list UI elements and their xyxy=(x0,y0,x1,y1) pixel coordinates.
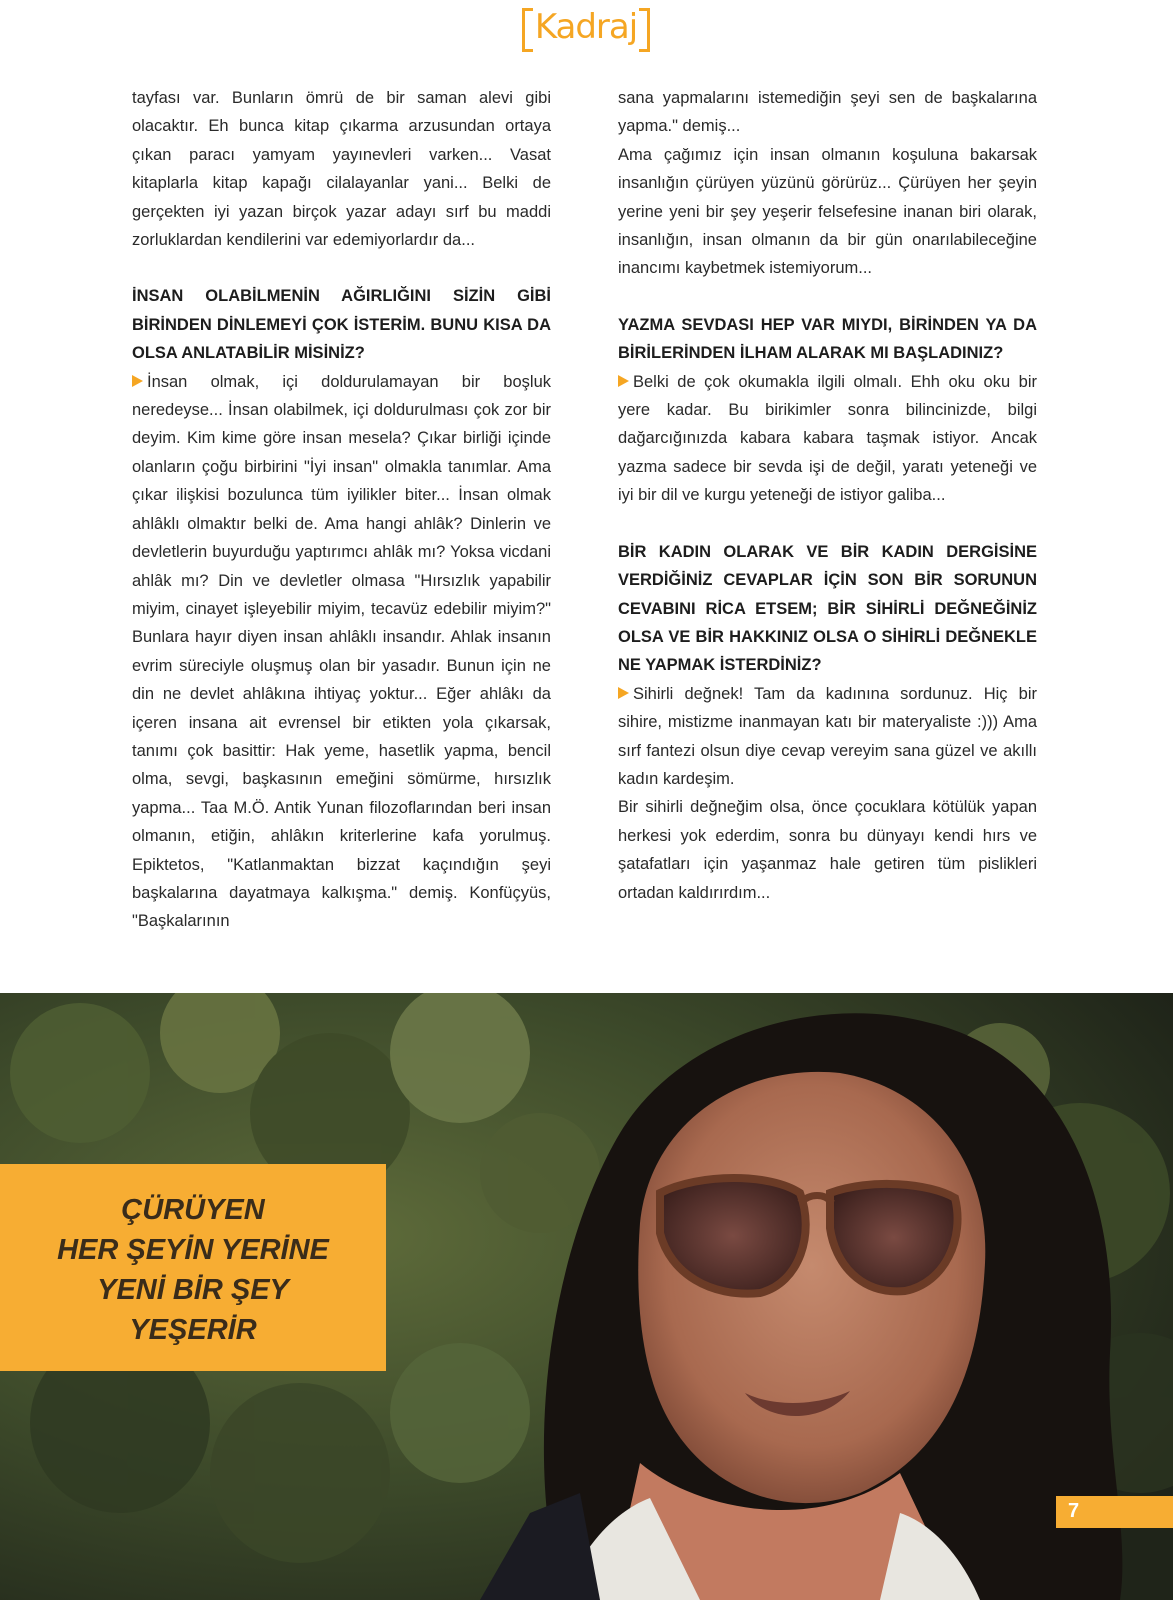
triangle-right-icon xyxy=(132,375,143,387)
answer-text: Sihirli değnek! Tam da kadınına sordunuz. Hiç bir sihire, mistizme inanmayan katı bir materyaliste :))) Ama sırf fantezi olsun diye cevap vereyim sana güzel ve akıllı kadın kardeşim. xyxy=(618,684,1037,788)
question-heading: YAZMA SEVDASI HEP VAR MIYDI, BİRİNDEN YA DA BİRİLERİNDEN İLHAM ALARAK MI BAŞLADINIZ? xyxy=(618,315,1037,363)
pull-quote xyxy=(0,1190,386,1350)
pull-quote-box xyxy=(0,1164,386,1371)
paragraph: Ama çağımız için insan olmanın koşuluna bakarsak insanlığın çürüyen yüzünü görürüz... Çürüyen her şeyin yerine yeni bir şey yeşerir felsefesine inanan biri olarak, insanlığın, insan olmanın da bir gün onarılabileceğine inancımı kaybetmek istemiyorum... xyxy=(618,145,1037,278)
logo-bracket-right xyxy=(639,8,650,52)
paragraph: Bir sihirli değneğim olsa, önce çocuklara kötülük yapan herkesi yok ederdim, sonra bu dünyayı kendi hırs ve şatafatları için yaşanmaz hale getiren tüm pislikleri ortadan kaldırırdım... xyxy=(618,798,1037,902)
question-heading: İNSAN OLABİLMENİN AĞIRLIĞINI SİZİN GİBİ BİRİNDEN DİNLEMEYİ ÇOK İSTERİM. BUNU KISA DA OLSA ANLATABİLİR MİSİNİZ? xyxy=(132,287,551,363)
pull-quote-line: ÇÜRÜYEN xyxy=(121,1194,265,1226)
answer-paragraph xyxy=(618,680,1037,794)
right-column xyxy=(618,84,1037,907)
paragraph: tayfası var. Bunların ömrü de bir saman alevi gibi olacaktır. Eh bunca kitap çıkarma arzusundan ortaya çıkan paracı yamyam yayınevleri varken... Vasat kitaplarla kitap kapağı cilalayanlar yani... Belki de gerçekten iyi yazan birçok yazar adayı sırf bu maddi zorluklardan kendilerini var edemiyorlardır da... xyxy=(132,89,551,250)
pull-quote-line: YENİ BİR ŞEY xyxy=(97,1274,289,1306)
triangle-right-icon xyxy=(618,687,629,699)
answer-paragraph xyxy=(618,368,1037,510)
kadraj-logo xyxy=(522,2,650,54)
page-number: 7 xyxy=(1068,1500,1080,1522)
paragraph: sana yapmalarını istemediğin şeyi sen de başkalarına yapma." demiş... xyxy=(618,89,1037,136)
answer-text: Belki de çok okumakla ilgili olmalı. Ehh oku oku bir yere kadar. Bu birikimler sonra bilincinizde, bilgi dağarcığınızda kabara kabara taşmak istiyor. Ancak yazma sadece bir sevda işi de değil, yaratı yeteneği ve iyi bir dil ve kurgu yeteneği de istiyor galiba... xyxy=(618,372,1037,505)
left-column xyxy=(132,84,551,936)
logo-text: Kadraj xyxy=(534,7,638,47)
pull-quote-line: HER ŞEYİN YERİNE xyxy=(57,1234,329,1266)
pull-quote-line: YEŞERİR xyxy=(129,1314,257,1346)
answer-paragraph xyxy=(132,368,551,936)
page-number-tab xyxy=(1056,1496,1173,1528)
answer-text: İnsan olmak, içi doldurulamayan bir boşluk neredeyse... İnsan olabilmek, içi doldurulması çok zor bir deyim. Kim kime göre insan mesela? Çıkar birliği içinde olanların çoğu birbirini "İyi insan" olmakla tanımlar. Ama çıkar ilişkisi bozulunca tüm iyilikler biter... İnsan olmak ahlâklı olmaktır belki de. Ama hangi ahlâk? Dinlerin ve devletlerin buyurduğu yaptırımcı ahlâk mı? Yoksa vicdani ahlâk mı? Din ve devletler olmasa "Hırsızlık yapabilir miyim, cinayet işleyebilir miyim, tecavüz edebilir miyim?" Bunlara hayır diyen insan ahlâklı insandır. Ahlak insanın evrim süreciyle oluşmuş olan bir yasadır. Bunun için ne din ne devlet ahlâkına ihtiyaç yoktur... Eğer ahlâkı da içeren insana ait evrensel bir etikten yola çıkarsak, tanımı çok basittir: Hak yeme, hasetlik yapma, bencil olma, sevgi, başkasının emeğini sömürme, hırsızlık yapma... Taa M.Ö. Antik Yunan filozoflarından beri insan olmanın, etiğin, ahlâkın kriterlerine kafa yorulmuş. Epiktetos, "Katlanmaktan bizzat kaçındığın şeyi başkalarına dayatmaya kalkışma." demiş. Konfüçyüs, "Başkalarının xyxy=(132,372,551,931)
question-heading: BİR KADIN OLARAK VE BİR KADIN DERGİSİNE VERDİĞİNİZ CEVAPLAR İÇİN SON BİR SORUNUN CEVABINI RİCA ETSEM; BİR SİHİRLİ DEĞNEĞİNİZ OLSA VE BİR HAKKINIZ OLSA O SİHİRLİ DEĞNEKLE NE YAPMAK İSTERDİNİZ? xyxy=(618,542,1037,675)
triangle-right-icon xyxy=(618,375,629,387)
